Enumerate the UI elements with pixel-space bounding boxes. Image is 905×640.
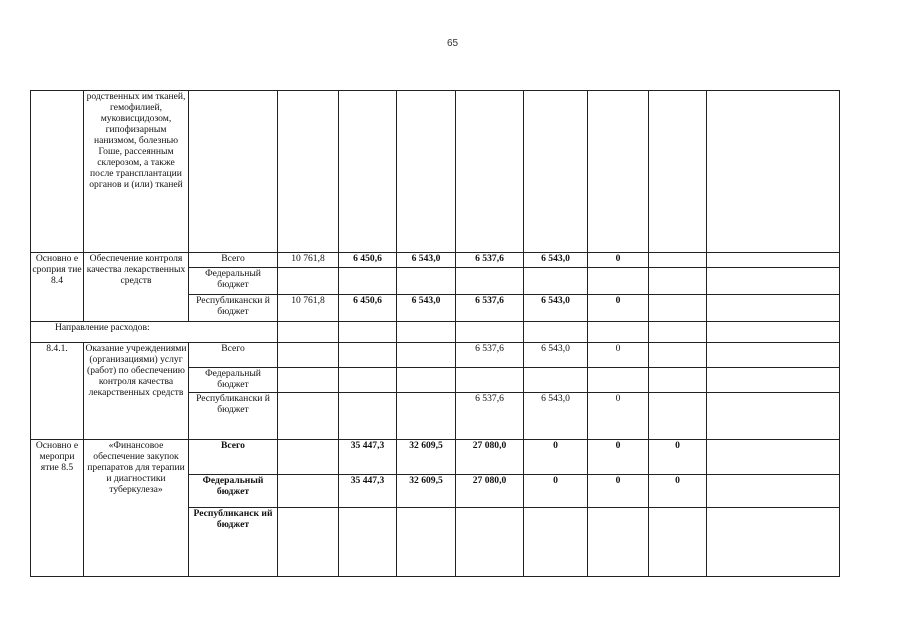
table-row xyxy=(31,439,840,474)
budget-table xyxy=(30,90,840,577)
source-cell: Республиканск ий бюджет xyxy=(189,508,278,577)
total-cell: 10 761,8 xyxy=(278,252,339,267)
value-cell: 6 543,0 xyxy=(524,393,588,439)
value-cell: 6 537,6 xyxy=(456,342,524,367)
value-cell: 0 xyxy=(649,439,707,474)
value-cell: 6 537,6 xyxy=(456,295,524,322)
value-cell: 6 450,6 xyxy=(339,295,397,322)
activity-name-cell: родственных им тканей, гемофилией, муковисцидозом, гипофизарным нанизмом, болезнью Гоше, рассеянным склерозом, а также после трансплантации органов и (или) тканей xyxy=(84,91,189,253)
code-cell xyxy=(31,91,84,253)
value-cell: 0 xyxy=(588,393,649,439)
source-cell: Республикански й бюджет xyxy=(189,393,278,439)
table-row xyxy=(31,252,840,267)
source-cell: Республикански й бюджет xyxy=(189,295,278,322)
value-cell: 0 xyxy=(588,342,649,367)
activity-name-cell: «Финансовое обеспечение закупок препаратов для терапии и диагностики туберкулеза» xyxy=(84,439,189,577)
value-cell: 6 537,6 xyxy=(456,393,524,439)
value-cell: 35 447,3 xyxy=(339,439,397,474)
activity-code-cell: Основно е меропри ятие 8.5 xyxy=(31,439,84,577)
value-cell: 6 543,0 xyxy=(397,252,456,267)
page-number: 65 xyxy=(446,38,459,49)
item-name-cell: Оказание учреждениями (организациями) услуг (работ) по обеспечению контроля качества лекарственных средств xyxy=(84,342,189,439)
total-cell: 10 761,8 xyxy=(278,295,339,322)
value-cell: 32 609,5 xyxy=(397,474,456,507)
activity-code-cell: Основно е сроприя тие 8.4 xyxy=(31,252,84,322)
value-cell: 0 xyxy=(588,252,649,267)
value-cell: 0 xyxy=(588,474,649,507)
value-cell: 6 543,0 xyxy=(524,295,588,322)
item-code-cell: 8.4.1. xyxy=(31,342,84,439)
value-cell: 0 xyxy=(588,439,649,474)
value-cell: 0 xyxy=(588,295,649,322)
value-cell: 0 xyxy=(649,474,707,507)
value-cell: 32 609,5 xyxy=(397,439,456,474)
continuation-row xyxy=(31,91,840,253)
source-cell: Всего xyxy=(189,342,278,367)
source-cell: Всего xyxy=(189,252,278,267)
value-cell: 6 543,0 xyxy=(524,252,588,267)
direction-row xyxy=(31,322,840,342)
value-cell: 6 450,6 xyxy=(339,252,397,267)
direction-label: Направление расходов: xyxy=(31,322,278,342)
table-row xyxy=(31,342,840,367)
source-cell: Федеральный бюджет xyxy=(189,367,278,392)
value-cell: 0 xyxy=(524,474,588,507)
source-cell: Всего xyxy=(189,439,278,474)
source-cell: Федеральный бюджет xyxy=(189,474,278,507)
value-cell: 6 537,6 xyxy=(456,252,524,267)
source-cell xyxy=(189,91,278,253)
value-cell: 0 xyxy=(524,439,588,474)
value-cell: 27 080,0 xyxy=(456,474,524,507)
value-cell: 27 080,0 xyxy=(456,439,524,474)
value-cell: 35 447,3 xyxy=(339,474,397,507)
value-cell: 6 543,0 xyxy=(524,342,588,367)
activity-name-cell: Обеспечение контроля качества лекарственных средств xyxy=(84,252,189,322)
source-cell: Федеральный бюджет xyxy=(189,267,278,294)
value-cell: 6 543,0 xyxy=(397,295,456,322)
